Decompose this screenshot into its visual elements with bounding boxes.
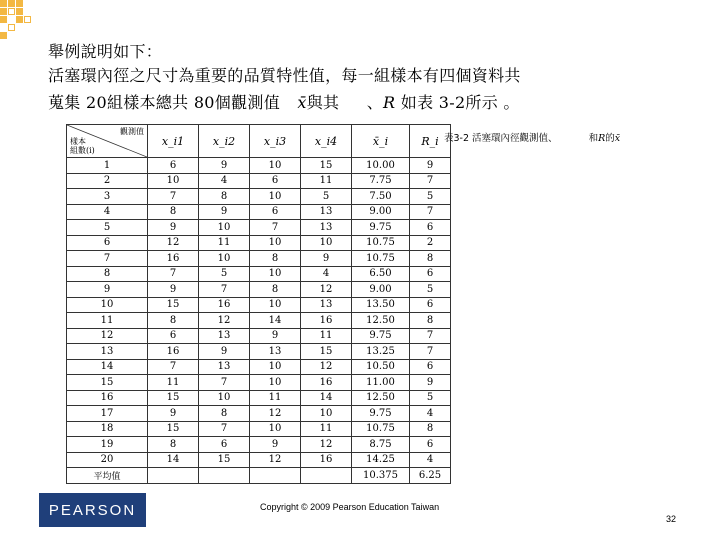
- table-cell: 10.50: [352, 359, 410, 375]
- row-group-number: 5: [67, 220, 148, 236]
- table-cell: 9: [148, 282, 199, 298]
- table-cell: 6: [410, 359, 451, 375]
- table-row: [67, 375, 451, 391]
- table-row: [67, 158, 451, 174]
- table-cell: 14: [148, 452, 199, 468]
- table-cell: 4: [199, 173, 250, 189]
- table-cell: 12: [148, 235, 199, 251]
- header-x-i1: x_i1: [148, 125, 199, 158]
- table-cell: 5: [410, 189, 451, 205]
- table-cell: 13: [199, 359, 250, 375]
- header-x-i4: x_i4: [301, 125, 352, 158]
- table-cell: 6: [148, 158, 199, 174]
- row-group-number: 2: [67, 173, 148, 189]
- table-cell: 6: [148, 328, 199, 344]
- table-cell: 11: [301, 328, 352, 344]
- table-row: [67, 344, 451, 360]
- row-group-number: 8: [67, 266, 148, 282]
- table-cell: 12: [199, 313, 250, 329]
- table-cell: 12: [301, 282, 352, 298]
- table-cell: 9: [148, 406, 199, 422]
- table-cell: 9: [410, 375, 451, 391]
- table-cell: 7: [148, 359, 199, 375]
- table-cell: 15: [148, 421, 199, 437]
- table-cell: 16: [301, 375, 352, 391]
- table-cell: 10: [199, 390, 250, 406]
- table-row: [67, 266, 451, 282]
- table-cell: 9.00: [352, 204, 410, 220]
- average-empty-cell: [250, 468, 301, 484]
- row-group-number: 1: [67, 158, 148, 174]
- table-cell: 7.50: [352, 189, 410, 205]
- heading-line-1: 舉例說明如下：: [48, 42, 163, 61]
- table-cell: 10.75: [352, 235, 410, 251]
- row-group-number: 14: [67, 359, 148, 375]
- table-row: [67, 406, 451, 422]
- table-corner-cell: [67, 125, 148, 158]
- table-cell: 5: [301, 189, 352, 205]
- table-cell: 16: [148, 251, 199, 267]
- corner-bottom-label: [70, 137, 95, 155]
- table-cell: 9.75: [352, 328, 410, 344]
- copyright-text: Copyright © 2009 Pearson Education Taiwan: [260, 502, 440, 512]
- table-cell: 8: [410, 421, 451, 437]
- table-cell: 8: [250, 251, 301, 267]
- row-group-number: 19: [67, 437, 148, 453]
- table-cell: 6.50: [352, 266, 410, 282]
- table-cell: 12: [250, 406, 301, 422]
- table-cell: 7: [410, 204, 451, 220]
- row-group-number: 16: [67, 390, 148, 406]
- table-cell: 8: [199, 189, 250, 205]
- table-body: [67, 158, 451, 468]
- table-row: [67, 189, 451, 205]
- table-cell: 11: [199, 235, 250, 251]
- table-cell: 9: [410, 158, 451, 174]
- table-cell: 7: [148, 189, 199, 205]
- table-cell: 11: [301, 173, 352, 189]
- caption-r: R: [598, 133, 606, 144]
- table-row: [67, 359, 451, 375]
- average-xbar: 10.375: [352, 468, 410, 484]
- row-group-number: 9: [67, 282, 148, 298]
- row-group-number: 18: [67, 421, 148, 437]
- table-cell: 15: [301, 158, 352, 174]
- table-cell: 6: [250, 204, 301, 220]
- row-group-number: 3: [67, 189, 148, 205]
- table-cell: 2: [410, 235, 451, 251]
- table-cell: 8: [410, 251, 451, 267]
- table-cell: 6: [410, 437, 451, 453]
- pearson-logo: PEARSON: [39, 493, 146, 527]
- table-cell: 10: [250, 235, 301, 251]
- table-cell: 10: [250, 158, 301, 174]
- table-cell: 11: [250, 390, 301, 406]
- table-cell: 10: [250, 421, 301, 437]
- page-number: 32: [666, 514, 677, 524]
- corner-bottom-label-1: 樣本: [70, 137, 86, 146]
- table-cell: 7: [199, 375, 250, 391]
- table-cell: 10.75: [352, 251, 410, 267]
- table-row: [67, 251, 451, 267]
- table-cell: 8: [410, 313, 451, 329]
- row-group-number: 13: [67, 344, 148, 360]
- table-cell: 13: [199, 328, 250, 344]
- table-cell: 14: [301, 390, 352, 406]
- table-cell: 7.75: [352, 173, 410, 189]
- corner-decoration: [0, 0, 50, 50]
- table-cell: 9: [148, 220, 199, 236]
- table-cell: 15: [148, 297, 199, 313]
- table-cell: 16: [301, 313, 352, 329]
- table-cell: 10: [199, 251, 250, 267]
- corner-bottom-label-2: 組數(i): [70, 146, 95, 155]
- table-cell: 11.00: [352, 375, 410, 391]
- table-cell: 9: [199, 344, 250, 360]
- table-cell: 8.75: [352, 437, 410, 453]
- heading-line-3-c: 如表 3-2所示 。: [400, 93, 520, 112]
- table-cell: 6: [250, 173, 301, 189]
- table-cell: 13: [250, 344, 301, 360]
- row-group-number: 12: [67, 328, 148, 344]
- table-cell: 12: [301, 359, 352, 375]
- row-group-number: 4: [67, 204, 148, 220]
- table-cell: 12: [250, 452, 301, 468]
- table-row: [67, 173, 451, 189]
- table-cell: 11: [301, 421, 352, 437]
- table-cell: 16: [301, 452, 352, 468]
- table-row: [67, 220, 451, 236]
- row-group-number: 15: [67, 375, 148, 391]
- table-cell: 13: [301, 204, 352, 220]
- table-cell: 15: [301, 344, 352, 360]
- heading-line-3-b: 與其: [306, 93, 340, 112]
- table-row: [67, 390, 451, 406]
- average-r: 6.25: [410, 468, 451, 484]
- table-cell: 4: [410, 406, 451, 422]
- table-cell: 10.00: [352, 158, 410, 174]
- table-cell: 14.25: [352, 452, 410, 468]
- observation-table: [66, 124, 451, 484]
- table-cell: 4: [301, 266, 352, 282]
- average-label: 平均值: [67, 468, 148, 484]
- average-empty-cell: [148, 468, 199, 484]
- heading-line-3: [48, 93, 520, 113]
- table-cell: 13.50: [352, 297, 410, 313]
- table-cell: 13: [301, 297, 352, 313]
- r-symbol: R: [383, 93, 396, 112]
- observation-table-wrap: [66, 124, 451, 484]
- header-x-i2: x_i2: [199, 125, 250, 158]
- table-cell: 13: [301, 220, 352, 236]
- table-cell: 13.25: [352, 344, 410, 360]
- table-cell: 15: [199, 452, 250, 468]
- table-cell: 6: [410, 266, 451, 282]
- table-row: [67, 328, 451, 344]
- table-cell: 10: [148, 173, 199, 189]
- table-row: [67, 313, 451, 329]
- table-cell: 5: [410, 282, 451, 298]
- row-group-number: 7: [67, 251, 148, 267]
- header-xbar-i: x̄_i: [352, 125, 410, 158]
- table-cell: 7: [250, 220, 301, 236]
- average-empty-cell: [301, 468, 352, 484]
- average-empty-cell: [199, 468, 250, 484]
- table-row: [67, 421, 451, 437]
- row-group-number: 17: [67, 406, 148, 422]
- table-cell: 7: [199, 282, 250, 298]
- table-cell: 10: [250, 266, 301, 282]
- corner-top-label: 觀測值: [120, 127, 144, 136]
- table-cell: 8: [148, 204, 199, 220]
- caption-of: 的: [605, 133, 615, 144]
- table-row: [67, 452, 451, 468]
- table-cell: 10: [250, 297, 301, 313]
- table-cell: 10: [250, 189, 301, 205]
- table-cell: 9.75: [352, 406, 410, 422]
- table-cell: 10: [250, 359, 301, 375]
- table-row: [67, 235, 451, 251]
- table-row: [67, 437, 451, 453]
- table-cell: 10: [199, 220, 250, 236]
- table-cell: 7: [410, 344, 451, 360]
- table-cell: 5: [410, 390, 451, 406]
- table-cell: 16: [199, 297, 250, 313]
- table-caption: [444, 130, 620, 144]
- table-cell: 7: [148, 266, 199, 282]
- header-x-i3: x_i3: [250, 125, 301, 158]
- table-cell: 9: [250, 437, 301, 453]
- xbar-symbol: x̄: [297, 93, 307, 112]
- table-cell: 10: [301, 406, 352, 422]
- table-cell: 8: [148, 437, 199, 453]
- table-cell: 7: [410, 328, 451, 344]
- row-group-number: 20: [67, 452, 148, 468]
- heading-line-2: 活塞環內徑之尺寸為重要的品質特性值，每一組樣本有四個資料共: [48, 66, 521, 85]
- table-cell: 12.50: [352, 390, 410, 406]
- table-cell: 9: [301, 251, 352, 267]
- table-cell: 16: [148, 344, 199, 360]
- heading-line-3-sep: 、: [366, 93, 384, 112]
- table-cell: 5: [199, 266, 250, 282]
- table-cell: 9.75: [352, 220, 410, 236]
- table-cell: 7: [199, 421, 250, 437]
- row-group-number: 11: [67, 313, 148, 329]
- table-cell: 6: [199, 437, 250, 453]
- table-cell: 8: [250, 282, 301, 298]
- header-r-i: R_i: [410, 125, 451, 158]
- table-cell: 6: [410, 297, 451, 313]
- table-cell: 9.00: [352, 282, 410, 298]
- table-cell: 10: [250, 375, 301, 391]
- table-cell: 9: [199, 158, 250, 174]
- table-cell: 4: [410, 452, 451, 468]
- table-cell: 12: [301, 437, 352, 453]
- average-row: [67, 468, 451, 484]
- table-row: [67, 297, 451, 313]
- table-cell: 15: [148, 390, 199, 406]
- table-cell: 9: [250, 328, 301, 344]
- table-cell: 7: [410, 173, 451, 189]
- caption-and: 和: [588, 133, 599, 144]
- heading-line-3-a: 蒐集 20組樣本總共 80個觀測值: [48, 93, 280, 112]
- table-cell: 11: [148, 375, 199, 391]
- table-cell: 8: [199, 406, 250, 422]
- table-cell: 9: [199, 204, 250, 220]
- table-row: [67, 204, 451, 220]
- table-cell: 12.50: [352, 313, 410, 329]
- caption-text: 表3-2 活塞環內徑觀測值、: [444, 133, 558, 144]
- row-group-number: 10: [67, 297, 148, 313]
- table-row: [67, 282, 451, 298]
- caption-xbar: x̄: [614, 133, 621, 144]
- table-cell: 14: [250, 313, 301, 329]
- table-cell: 10.75: [352, 421, 410, 437]
- table-cell: 6: [410, 220, 451, 236]
- table-header-row: [67, 125, 451, 158]
- table-cell: 10: [301, 235, 352, 251]
- table-cell: 8: [148, 313, 199, 329]
- row-group-number: 6: [67, 235, 148, 251]
